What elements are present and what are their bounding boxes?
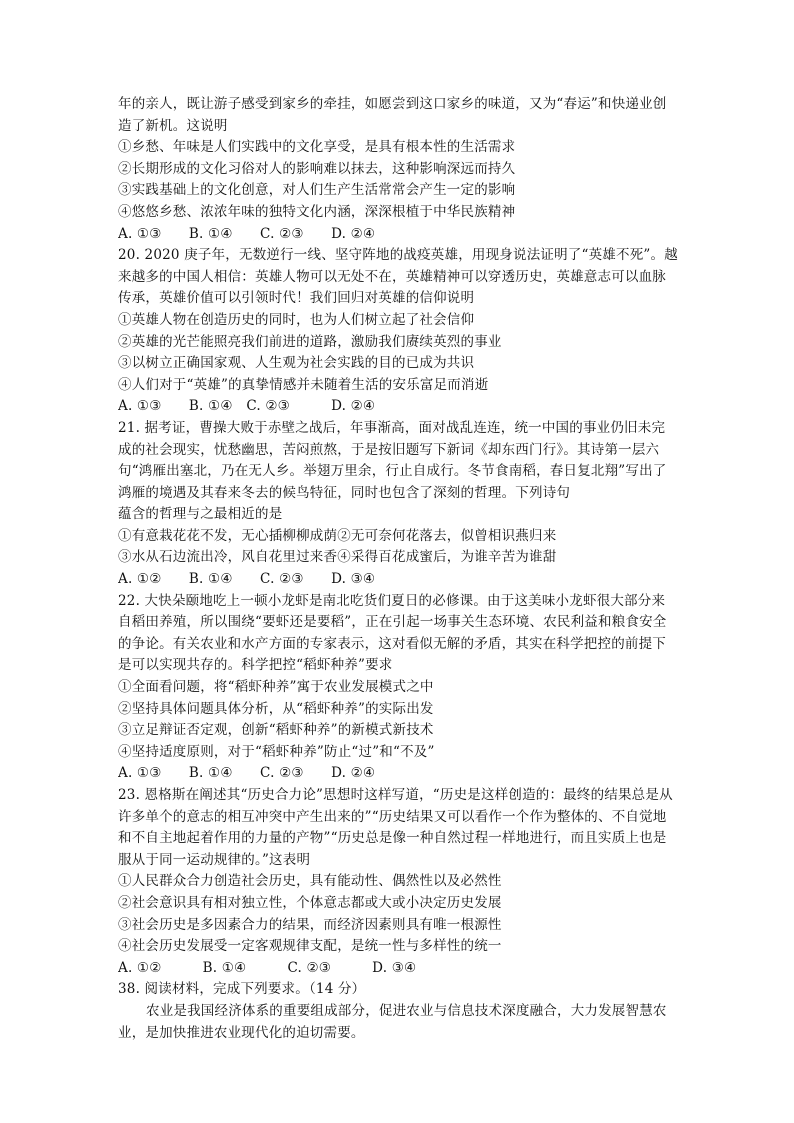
- option-statement: ②英雄的光芒能照亮我们前进的道路，激励我们赓续英烈的事业: [118, 333, 502, 350]
- question-21-line: 蕴含的哲理与之最相近的是: [118, 506, 283, 523]
- question-20-line: 传承，英雄价值可以引领时代！我们回归对英雄的信仰说明: [118, 290, 475, 307]
- question-20-line: 来越多的中国人相信：英雄人物可以无处不在，英雄精神可以穿透历史，英雄意志可以血脉: [118, 268, 666, 285]
- option-statement: ①人民群众合力创造社会历史，具有能动性、偶然性以及必然性: [118, 873, 502, 890]
- paragraph-line: 年的亲人，既让游子感受到家乡的牵挂，如愿尝到这口家乡的味道，又为“春运”和快递业创: [118, 96, 667, 112]
- option-statement: ②长期形成的文化习俗对人的影响难以抹去，这种影响深远而持久: [118, 160, 516, 177]
- question-23-line: 和不自主地起着作用的力量的产物”“历史总是像一种自然过程一样地进行，而且实质上也是: [118, 830, 667, 847]
- material-line: 农业是我国经济体系的重要组成部分，促进农业与信息技术深度融合，大力发展智慧农: [146, 1002, 667, 1019]
- option-statement: ①全面看问题，将“稻虾种养”寓于农业发展模式之中: [118, 679, 434, 696]
- question-21-line: 鸿雁的境遇及其春来冬去的候鸟特征，同时也包含了深刻的哲理。下列诗句: [118, 484, 571, 501]
- option-statement: ②社会意识具有相对独立性，个体意志都或大或小决定历史发展: [118, 894, 502, 911]
- option-statement: ③社会历史是多因素合力的结果，而经济因素则具有唯一根源性: [118, 916, 502, 933]
- option-statement: ②坚持具体问题具体分析，从“稻虾种养”的实际出发: [118, 700, 434, 717]
- answer-choices: A. ①② B. ①④ C. ②③ D. ③④: [118, 571, 376, 588]
- question-21-line: 句“鸿雁出塞北，乃在无人乡。举翅万里余，行止自成行。冬节食南稻，春日复北翔”写出了: [118, 463, 667, 480]
- page-text: [118, 94, 678, 1044]
- option-statement: ④社会历史发展受一定客观规律支配，是统一性与多样性的统一: [118, 938, 502, 955]
- option-statement: ④悠悠乡愁、浓浓年味的独特文化内涵，深深根植于中华民族精神: [118, 203, 516, 220]
- answer-choices: A. ①③ B. ①④ C. ②③ D. ②④: [118, 398, 376, 415]
- option-statement: ①有意栽花花不发，无心插柳柳成荫②无可奈何花落去，似曾相识燕归来: [118, 527, 557, 544]
- option-statement: ①乡愁、年味是人们实践中的文化享受，是具有根本性的生活需求: [118, 139, 516, 156]
- answer-choices: A. ①② B. ①④ C. ②③ D. ③④: [118, 959, 417, 976]
- question-21-line: 成的社会现实，忧愁幽思，苦闷煎熬，于是按旧题写下新词《却东西门行》。其诗第一层六: [118, 441, 660, 458]
- question-20-line: 20. 2020 庚子年，无数逆行一线、坚守阵地的战疫英雄，用现身说法证明了“英雄不死”。越: [118, 247, 678, 264]
- option-statement: ③立足辩证否定观，创新“稻虾种养”的新模式新技术: [118, 722, 434, 739]
- option-statement: ③以树立正确国家观、人生观为社会实践的目的已成为共识: [118, 355, 475, 372]
- option-statement: ④坚持适度原则，对于“稻虾种养”防止“过”和“不及”: [118, 743, 435, 760]
- question-38-heading: 38. 阅读材料，完成下列要求。（14 分）: [118, 981, 366, 998]
- question-22-line: 22. 大快朵颐地吃上一顿小龙虾是南北吃货们夏日的必修课。由于这美味小龙虾很大部分来: [118, 592, 666, 609]
- option-statement: ④人们对于“英雄”的真挚情感并未随着生活的安乐富足而消逝: [118, 376, 489, 393]
- question-21-line: 21. 据考证，曹操大败于赤壁之战后，年事渐高，面对战乱连连，统一中国的事业仍旧未完: [118, 419, 666, 436]
- answer-choices: A. ①③ B. ①④ C. ②③ D. ②④: [118, 225, 376, 242]
- material-line: 业，是加快推进农业现代化的迫切需要。: [118, 1024, 365, 1041]
- answer-choices: A. ①③ B. ①④ C. ②③ D. ②④: [118, 765, 376, 782]
- option-statement: ①英雄人物在创造历史的同时，也为人们树立起了社会信仰: [118, 311, 475, 328]
- option-statement: ③水从石边流出冷，风自花里过来香④采得百花成蜜后，为谁辛苦为谁甜: [118, 549, 557, 566]
- question-22-line: 是可以实现共存的。科学把控“稻虾种养”要求: [118, 657, 393, 674]
- question-23-line: 服从于同一运动规律的。”这表明: [118, 851, 311, 868]
- paragraph-line: 造了新机。这说明: [118, 117, 228, 134]
- question-22-line: 的争论。有关农业和水产方面的专家表示，这对看似无解的矛盾，其实在科学把控的前提下: [118, 635, 666, 652]
- question-23-line: 许多单个的意志的相互冲突中产生出来的”“历史结果又可以看作一个作为整体的、不自觉地: [118, 808, 667, 825]
- option-statement: ③实践基础上的文化创意，对人们生产生活常常会产生一定的影响: [118, 182, 516, 199]
- question-23-line: 23. 恩格斯在阐述其“历史合力论”思想时这样写道，“历史是这样创造的：最终的结果总是从: [118, 787, 673, 803]
- question-22-line: 自稻田养殖，所以围绕“要虾还是要稻”，正在引起一场事关生态环境、农民利益和粮食安全: [118, 614, 667, 631]
